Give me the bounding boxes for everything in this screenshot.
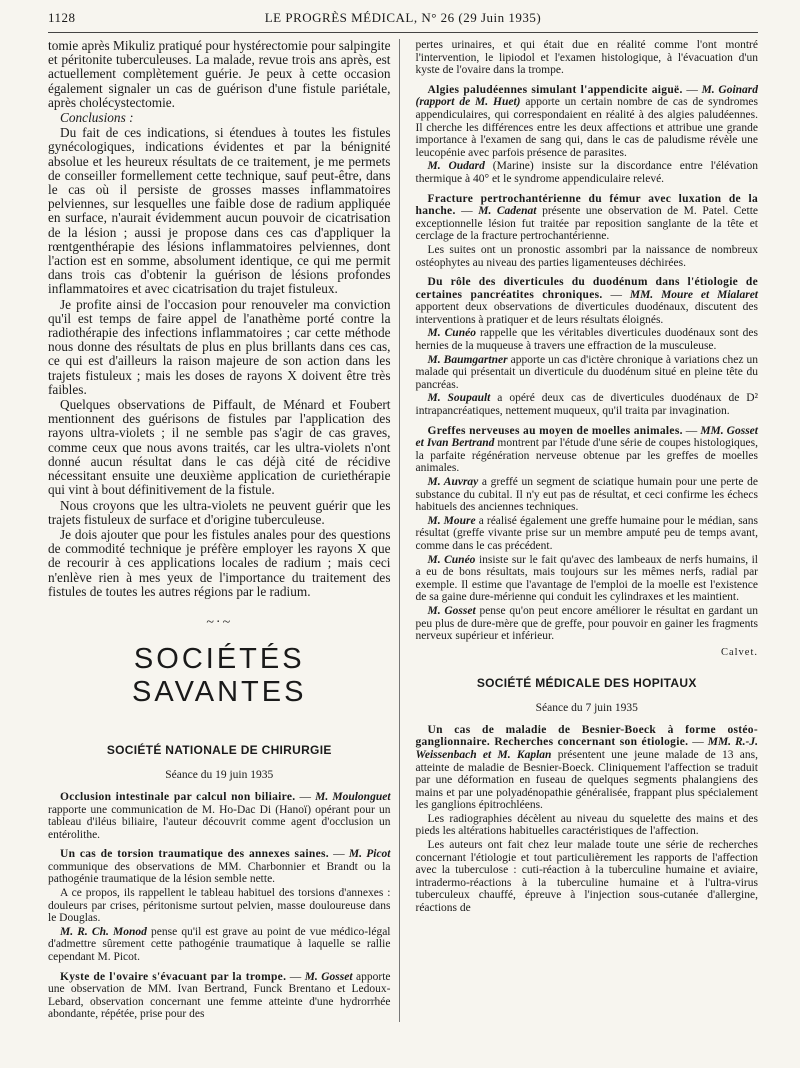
- journal-title: LE PROGRÈS MÉDICAL, N° 26 (29 Juin 1935): [264, 10, 542, 25]
- report-text: montrent par l'étude d'une série de coupes histologiques, la parfaite régénération nerveuse obtenue par les greffes de moelles animales.: [415, 437, 758, 475]
- paragraph: Les radiographies décèlent au niveau du squelette des mains et des pieds les altérations habituelles caractéristiques de l'affection.: [415, 812, 758, 838]
- running-header: [48, 10, 758, 33]
- paragraph: tomie après Mikuliz pratiqué pour hystérectomie pour salpingite et péritonite tuberculeuses. La malade, revue trois ans après, est actuellement complètement guérie. Je peux à cette occasion également signaler un cas de guérison d'une fistule pariétale, après cholécystectomie.: [48, 38, 391, 110]
- report-heading: Un cas de maladie de Besnier-Boeck à forme ostéo-ganglionnaire. Recherches concernant son étiologie.: [415, 723, 758, 749]
- report-text: a réalisé également une greffe humaine pour le médian, sans résultat (greffe vivante prise sur un membre amputé peu de temps avant, comme dans le cas précédent.: [415, 514, 759, 552]
- author-name: M. Cunéo: [427, 553, 476, 566]
- report-item: Algies paludéennes simulant l'appendicite aiguë. — M. Goinard (rapport de M. Huet) apporte un certain nombre de cas de syndromes appendiculaires, qui correspondaient en réalité à des algies paludéennes. Il cherche les différences entre les deux affections et attribue une grande importance à l'examen de sang qui, dans le cas de paludisme révèle une leucopénie avec parfois présence de parasites. M. Oudard (Marine) insiste sur la discordance entre l'élévation thermique à 40° et le syndrome appendiculaire relevé.: [415, 83, 759, 185]
- report-item: Un cas de torsion traumatique des annexes saines. — M. Picot communique des observations de MM. Charbonnier et Brandt ou la pathogénie traumatique de la lésion semble nette. A ce propos, ils rappellent le tableau habituel des torsions d'annexes : douleurs par crises, péritonisme surtout pelvien, masse douloureuse dans le Douglas. M. R. Ch. Monod pense qu'il est grave au point de vue médico-légal d'admettre sûrement cette pathogénie traumatique à laquelle se rallie cependant M. Picot.: [48, 848, 391, 964]
- author-name: M. Cunéo: [427, 327, 476, 340]
- author-name: M. Gosset: [304, 970, 353, 983]
- author-name: M. R. Ch. Monod: [60, 925, 147, 938]
- report-item: Un cas de maladie de Besnier-Boeck à forme ostéo-ganglionnaire. Recherches concernant son étiologie. — MM. R.-J. Weissenbach et M. Kaplan présentent une jeune malade de 13 ans, atteinte de maladie de Besnier-Boeck. Cliniquement l'affection se traduit par une déformation en fuseau de quelques segments phalangiens des mains et par une polyadénopathie généralisée, frappant plus spécialement les ganglions épitrochléens. Les radiographies décèlent au niveau du squelette des mains et des pieds les altérations habituelles caractéristiques de l'affection. Les auteurs ont fait chez leur malade toute une série de recherches concernant l'étiologie et tout particulièrement les rapports de l'affection avec la tuberculose : cuti-réaction à la tuberculine humaine et aviaire, intradermo-réactions à la tuberculine humaine et à l'ultra-virus tuberculeux chauffé, épreuve à l'injection sous-cutanée d'allergine, réactions de: [415, 723, 758, 915]
- report-heading: Algies paludéennes simulant l'appendicite aiguë.: [427, 83, 683, 96]
- paragraph: Les suites ont un pronostic assombri par la naissance de nombreux ostéophytes au niveau des parties ligamenteuses déchirées.: [415, 243, 758, 269]
- report-heading: Un cas de torsion traumatique des annexes saines.: [60, 848, 329, 861]
- report-text: (Marine) insiste sur la discordance entre l'élévation thermique à 40° et le syndrome appendiculaire relevé.: [415, 160, 758, 185]
- left-column: [48, 39, 400, 1022]
- paragraph: pertes urinaires, et qui était due en réalité comme l'ont montré l'intervention, le lipiodol et l'examen histologique, à l'évacuation d'un kyste de l'ovaire dans la trompe.: [415, 39, 758, 77]
- society-title: SOCIÉTÉ NATIONALE DE CHIRURGIE: [106, 742, 332, 757]
- paragraph: A ce propos, ils rappellent le tableau habituel des torsions d'annexes : douleurs par crises, péritonisme surtout pelvien, masse douloureuse dans le Douglas.: [48, 887, 391, 925]
- section-title: SOCIÉTÉS SAVANTES: [132, 642, 307, 708]
- author-name: M. Baumgartner: [427, 353, 508, 366]
- author-name: M. Oudard: [427, 160, 485, 173]
- right-column: [416, 39, 759, 1022]
- author-name: M. Auvray: [427, 476, 479, 488]
- report-text: présente une observation de M. Patel. Cette exceptionnelle lésion fut traitée par reposition sanglante de la tête et cerclage de la fracture pertrochantérienne.: [415, 205, 759, 243]
- report-text: apporte une observation de MM. Ivan Bertrand, Funck Brentano et Ledoux-Lebard, observation concernant une femme atteinte d'une hydrorrhée abondante, répétée, prise pour des: [48, 970, 391, 1021]
- society-title: SOCIÉTÉ MÉDICALE DES HOPITAUX: [476, 675, 697, 690]
- report-item: Greffes nerveuses au moyen de moelles animales. — MM. Gosset et Ivan Bertrand montrent par l'étude d'une série de coupes histologiques, la parfaite régénération nerveuse obtenue par les greffes de moelles animales. M. Auvray a greffé un segment de sciatique humain pour une perte de substance du cubital. Il n'y eut pas de résultat, et ceci confirme les échecs habituels des anciennes techniques. M. Moure a réalisé également une greffe humaine pour le médian, sans résultat (greffe vivante prise sur un membre amputé peu de temps avant, comme dans le cas précédent. M. Cunéo insiste sur le fait qu'avec des lambeaux de nerfs humains, il a eu de bons résultats, mais toujours sur les mêmes nerfs, radial par exemple. Il estime que l'avantage de l'emploi de la moelle est l'existence de sa gaine dure-mérienne qui conduit les cylindraxes et les maintient. M. Gosset pense qu'on peut encore améliorer le résultat en gardant un peu plus de dure-mère que de greffe, pour pouvoir en gainer les fragments nerveux supérieur et inférieur.: [415, 424, 759, 643]
- author-name: M. Picot: [348, 848, 391, 861]
- author-name: MM. Gosset et Ivan Bertrand: [415, 424, 758, 450]
- report-text: présentent une jeune malade de 13 ans, atteinte de maladie de Besnier-Boeck. Cliniquement l'affection se traduit par une déformation en fuseau de quelques segments phalangiens des mains et par une polyadénopathie généralisée, frappant plus spécialement les ganglions épitrochléens.: [415, 748, 758, 812]
- author-name: M. Moure: [427, 514, 476, 527]
- report-text: pense qu'on peut encore améliorer le résultat en gardant un peu plus de dure-mère que de greffe, pour pouvoir en gainer les fragments nerveux supérieur et inférieur.: [415, 604, 759, 643]
- author-name: MM. R.-J. Weissenbach et M. Kaplan: [415, 736, 758, 761]
- report-text: apporte un certain nombre de cas de syndromes appendiculaires, qui correspondaient en réalité à des algies paludéennes. Il cherche les différences entre les deux affections et attribue une grande importance à l'examen de sang qui, dans le cas de paludisme révèle une leucopénie avec parfois présence de parasites.: [415, 96, 759, 159]
- author-name: M. Goinard (rapport de M. Huet): [415, 83, 759, 109]
- report-text: rappelle que les véritables diverticules duodénaux sont des hernies de la muqueuse à travers une effraction de la musculeuse.: [415, 327, 759, 353]
- paragraph: Quelques observations de Piffault, de Ménard et Foubert mentionnent des guérisons de fistules par l'application des rayons ultra-violets ; il ne semble pas s'agir de cas graves, comme ceux que nous avons traités, car les ultra-violets n'ont donné aucun résultat dans le cas déjà cité de récidive nécessitant ensuite une deuxième application de curiethérapie qui vint à bout définitivement de la fistule.: [48, 397, 391, 498]
- author-name: M. Soupault: [427, 392, 491, 405]
- page-number: 1128: [48, 10, 76, 25]
- session-date: Séance du 19 juin 1935: [165, 768, 274, 781]
- report-text: rapporte une communication de M. Ho-Dac Di (Hanoï) opérant pour un tableau d'iléus biliaire, l'auteur découvrit comme agent d'occlusion un entérolithe.: [48, 803, 391, 841]
- report-heading: Kyste de l'ovaire s'évacuant par la trompe.: [60, 970, 287, 983]
- author-name: M. Moulonguet: [315, 790, 391, 803]
- author-name: M. Gosset: [427, 604, 476, 617]
- report-text: a greffé un segment de sciatique humain pour une perte de substance du cubital. Il n'y eut pas de résultat, et ceci confirme les échecs habituels des anciennes techniques.: [415, 476, 758, 514]
- paragraph: Les auteurs ont fait chez leur malade toute une série de recherches concernant l'étiologie et tout particulièrement les rapports de l'affection avec la tuberculose : cuti-réaction à la tuberculine humaine et aviaire, intradermo-réactions à la tuberculine humaine et à l'ultra-virus tuberculeux chauffé, épreuve à l'injection sous-cutanée d'allergine, réactions de: [415, 839, 758, 915]
- paragraph: Je profite ainsi de l'occasion pour renouveler ma conviction qu'il est temps de faire appel de l'anathème porté contre la radiothérapie des infections inflammatoires ; car cette méthode nous donne des résultats de plus en plus brillants dans ces cas, ce qui est d'ailleurs la raison majeure de son action dans les trajets fistuleux ; mais les doses de rayons X doivent être très faibles.: [48, 296, 391, 397]
- paragraph: Nous croyons que les ultra-violets ne peuvent guérir que les trajets fistuleux de surface et d'origine tuberculeuse.: [48, 497, 391, 527]
- author-name: M. Cadenat: [478, 205, 537, 218]
- report-heading: Du rôle des diverticules du duodénum dans l'étiologie de certaines pancréatites chroniques.: [415, 276, 758, 301]
- signature: Calvet.: [720, 646, 758, 658]
- ornament-divider: ~·~: [206, 614, 233, 630]
- report-text: apportent deux observations de diverticules duodénaux, discutent des interventions à pratiquer et de leurs résultats éloignés.: [415, 301, 758, 326]
- report-item: Kyste de l'ovaire s'évacuant par la trompe. — M. Gosset apporte une observation de MM. Ivan Bertrand, Funck Brentano et Ledoux-Lebard, observation concernant une femme atteinte d'une hydrorrhée abondante, répétée, prise pour des: [48, 970, 391, 1021]
- report-item: Fracture pertrochantérienne du fémur avec luxation de la hanche. — M. Cadenat présente une observation de M. Patel. Cette exceptionnelle lésion fut traitée par reposition sanglante de la tête et cerclage de la fracture pertrochantérienne. Les suites ont un pronostic assombri par la naissance de nombreux ostéophytes au niveau des parties ligamenteuses déchirées.: [415, 192, 759, 269]
- report-item: Occlusion intestinale par calcul non biliaire. — M. Moulonguet rapporte une communication de M. Ho-Dac Di (Hanoï) opérant pour un tableau d'iléus biliaire, l'auteur découvrit comme agent d'occlusion un entérolithe.: [48, 790, 391, 841]
- report-item: Du rôle des diverticules du duodénum dans l'étiologie de certaines pancréatites chroniques. — MM. Moure et Mialaret apportent deux observations de diverticules duodénaux, discutent des interventions à pratiquer et de leurs résultats éloignés. M. Cunéo rappelle que les véritables diverticules duodénaux sont des hernies de la muqueuse à travers une effraction de la musculeuse. M. Baumgartner apporte un cas d'ictère chronique à variations chez un malade qui présentait un diverticule du duodénum situé en pleine tête du pancréas. M. Soupault a opéré deux cas de diverticules duodénaux de D² intrapancréatiques, nettement muqueux, qu'il traita par invagination.: [415, 276, 759, 418]
- report-heading: Occlusion intestinale par calcul non biliaire.: [60, 790, 296, 803]
- report-text: a opéré deux cas de diverticules duodénaux de D² intrapancréatiques, nettement muqueux, qu'il traita par invagination.: [415, 392, 758, 418]
- report-text: communique des observations de MM. Charbonnier et Brandt ou la pathogénie traumatique de la lésion semble nette.: [48, 860, 391, 886]
- report-text: insiste sur le fait qu'avec des lambeaux de nerfs humains, il a eu de bons résultats, mais toujours sur les mêmes nerfs, radial par exemple. Il estime que l'avantage de l'emploi de la moelle est l'existence de sa gaine dure-mérienne qui conduit les cylindraxes et les maintient.: [415, 553, 758, 604]
- report-text: apporte un cas d'ictère chronique à variations chez un malade qui présentait un diverticule du duodénum situé en pleine tête du pancréas.: [415, 353, 758, 391]
- report-heading: Fracture pertrochantérienne du fémur avec luxation de la hanche.: [415, 192, 758, 218]
- report-text: pense qu'il est grave au point de vue médico-légal d'admettre sûrement cette pathogénie traumatique à laquelle se rallie cependant M. Picot.: [48, 925, 391, 964]
- paragraph: Je dois ajouter que pour les fistules anales pour des questions de commodité technique je préfère employer les rayons X que de recourir à ces applications locales de radium ; mais ceci n'enlève rien à mes yeux de l'importance du traitement des fistules de toutes les autres régions par le radium.: [48, 526, 391, 599]
- paragraph: Du fait de ces indications, si étendues à toutes les fistules gynécologiques, indications évidentes et par la bénignité absolue et les heureux résultats de ce traitement, je me permets de conseiller formellement cette technique, sauf peut-être, dans le cas où il persiste de grosses masses inflammatoires pelviennes, sur lesquelles une faible dose de radium appliquée en surface, n'aurait évidemment aucun pouvoir de cicatrisation de la lésion ; aussi je propose dans ces cas d'appliquer la rœntgenthérapie des lésions inflammatoires pelviennes, dont l'action est en somme, absolument identique, ce qui me permit dans trois cas d'obtenir la guérison de lésions profondes inflammatoires et avec cicatrisation du trajet fistuleux.: [48, 125, 391, 297]
- author-name: MM. Moure et Mialaret: [629, 288, 758, 301]
- report-heading: Greffes nerveuses au moyen de moelles animales.: [427, 424, 683, 437]
- conclusions-heading: Conclusions :: [60, 110, 134, 126]
- session-date: Séance du 7 juin 1935: [535, 701, 638, 714]
